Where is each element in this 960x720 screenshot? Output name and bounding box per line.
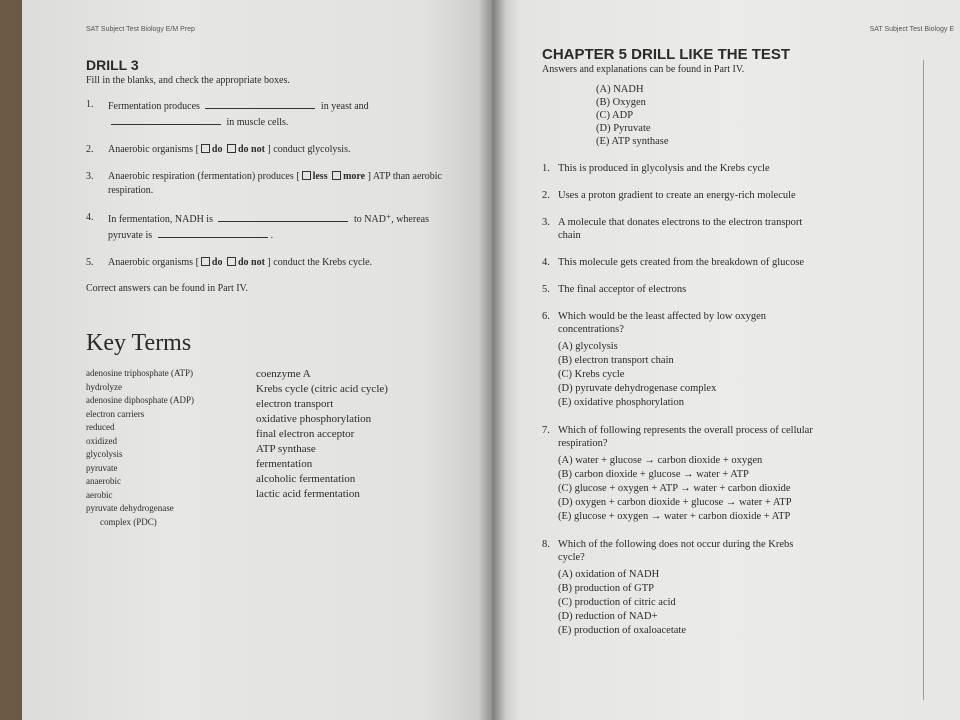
item-text: Anaerobic respiration (fermentation) produces [ [108, 171, 300, 182]
blank-field [205, 98, 315, 109]
question-number: 3. [542, 217, 550, 228]
term: coenzyme A [256, 368, 311, 380]
drill-title: DRILL 3 [86, 57, 139, 73]
term: electron carriers [86, 408, 145, 419]
item-text: Anaerobic organisms [ [108, 144, 199, 155]
item-number: 5. [86, 257, 94, 268]
term: oxidative phosphorylation [256, 413, 372, 425]
drill-list [86, 98, 472, 270]
term: anaerobic [86, 476, 121, 486]
checkbox [201, 257, 210, 266]
terms-column-2 [256, 367, 388, 529]
option: (C) glucose + oxygen + ATP → water + carbon dioxide [558, 483, 791, 494]
drill-item-4 [86, 211, 472, 243]
option-do-not: do not [237, 257, 265, 268]
item-text: to NAD⁺, whereas [353, 214, 429, 225]
key-terms [86, 367, 472, 529]
question-text: Which would be the least affected by low oxygen concentrations? [558, 311, 766, 335]
item-text: ] ATP than aerobic respiration. [108, 171, 442, 196]
item-text: in muscle cells. [226, 117, 289, 128]
item-text: in yeast and [320, 101, 369, 112]
option: (B) production of GTP [558, 583, 654, 594]
blank-field [158, 227, 268, 238]
blank-field [218, 211, 348, 222]
option: (A) glycolysis [558, 341, 618, 352]
item-text: pyruvate is [108, 230, 153, 241]
option: (D) Pyruvate [596, 123, 651, 134]
term: oxidized [86, 435, 117, 446]
terms-column-1 [86, 367, 256, 529]
drill-instructions: Fill in the blanks, and check the appropriate boxes. [86, 75, 290, 86]
term: pyruvate [86, 462, 118, 473]
term: ATP synthase [256, 443, 316, 455]
term: complex (PDC) [100, 516, 157, 527]
checkbox [332, 171, 341, 180]
question-7-options [558, 454, 940, 524]
option: (B) electron transport chain [558, 355, 674, 366]
term: Krebs cycle (citric acid cycle) [256, 383, 388, 395]
question-6 [542, 310, 940, 336]
option: (A) water + glucose → carbon dioxide + oxygen [558, 455, 763, 466]
checkbox [227, 144, 236, 153]
item-text: ] conduct the Krebs cycle. [267, 257, 373, 268]
term: fermentation [256, 458, 313, 470]
term: aerobic [86, 489, 113, 500]
term: reduced [86, 422, 115, 432]
item-text: Fermentation produces [108, 101, 200, 112]
question-5 [542, 283, 940, 296]
item-number: 1. [86, 99, 94, 110]
question-text: The final acceptor of electrons [558, 284, 687, 295]
question-8 [542, 538, 940, 564]
term: pyruvate dehydrogenase [86, 503, 174, 513]
correct-answers-note: Correct answers can be found in Part IV. [86, 283, 248, 294]
chapter-title: CHAPTER 5 DRILL LIKE THE TEST [542, 46, 791, 63]
running-head-right: SAT Subject Test Biology E [869, 26, 954, 33]
question-text: This is produced in glycolysis and the Krebs cycle [558, 163, 770, 174]
option: (E) production of oxaloacetate [558, 625, 686, 636]
option-do: do [211, 144, 223, 155]
option: (D) reduction of NAD+ [558, 611, 658, 622]
drill-item-1 [86, 98, 472, 130]
chapter-subtitle: Answers and explanations can be found in Part IV. [542, 64, 745, 75]
question-text: Which of following represents the overall process of cellular respiration? [558, 425, 813, 449]
option: (D) pyruvate dehydrogenase complex [558, 383, 717, 394]
option: (B) Oxygen [596, 97, 646, 108]
drill-item-3 [86, 170, 472, 198]
option: (A) oxidation of NADH [558, 569, 660, 580]
question-4 [542, 256, 940, 269]
left-page [22, 0, 492, 720]
term: glycolysis [86, 449, 123, 459]
option: (B) carbon dioxide + glucose → water + ATP [558, 469, 749, 480]
option: (E) ATP synthase [596, 136, 669, 147]
question-number: 8. [542, 539, 550, 550]
option-do-not: do not [237, 144, 265, 155]
term: adenosine triphosphate (ATP) [86, 368, 193, 378]
question-text: This molecule gets created from the breakdown of glucose [558, 257, 805, 268]
term: electron transport [256, 398, 334, 410]
term: hydrolyze [86, 381, 122, 392]
option-do: do [211, 257, 223, 268]
question-text: Which of the following does not occur during the Krebs cycle? [558, 539, 794, 563]
question-7 [542, 424, 940, 450]
question-number: 4. [542, 257, 550, 268]
question-3 [542, 216, 940, 242]
right-page [492, 0, 960, 720]
item-number: 3. [86, 171, 94, 182]
question-6-options [558, 340, 940, 410]
option: (E) glucose + oxygen → water + carbon dioxide + ATP [558, 511, 791, 522]
checkbox [302, 171, 311, 180]
running-head-left: SAT Subject Test Biology E/M Prep [86, 26, 195, 33]
term: final electron acceptor [256, 428, 355, 440]
option-more: more [343, 171, 366, 182]
option: (C) production of citric acid [558, 597, 676, 608]
question-text: Uses a proton gradient to create an energy-rich molecule [558, 190, 796, 201]
item-number: 2. [86, 144, 94, 155]
option: (C) ADP [596, 110, 634, 121]
drill-item-5 [86, 256, 472, 270]
blank-field [111, 114, 221, 125]
option: (C) Krebs cycle [558, 369, 625, 380]
question-8-options [558, 568, 940, 638]
margin-line [923, 60, 924, 700]
question-number: 1. [542, 163, 550, 174]
option: (E) oxidative phosphorylation [558, 397, 684, 408]
checkbox [227, 257, 236, 266]
term: adenosine diphosphate (ADP) [86, 395, 194, 405]
question-number: 6. [542, 311, 550, 322]
checkbox [201, 144, 210, 153]
question-number: 5. [542, 284, 550, 295]
option-less: less [312, 171, 328, 182]
question-number: 7. [542, 425, 550, 436]
option: (D) oxygen + carbon dioxide + glucose → water + ATP [558, 497, 792, 508]
drill-item-2 [86, 143, 472, 157]
item-text: ] conduct glycolysis. [267, 144, 351, 155]
term: alcoholic fermentation [256, 473, 356, 485]
question-text: A molecule that donates electrons to the electron transport chain [558, 217, 803, 241]
item-text: Anaerobic organisms [ [108, 257, 199, 268]
answer-options [596, 83, 940, 148]
item-text: In fermentation, NADH is [108, 214, 213, 225]
term: lactic acid fermentation [256, 488, 360, 500]
option: (A) NADH [596, 84, 644, 95]
item-number: 4. [86, 212, 94, 223]
question-1 [542, 162, 940, 175]
question-number: 2. [542, 190, 550, 201]
question-2 [542, 189, 940, 202]
item-text: . [270, 230, 274, 241]
key-terms-title: Key Terms [86, 330, 192, 356]
